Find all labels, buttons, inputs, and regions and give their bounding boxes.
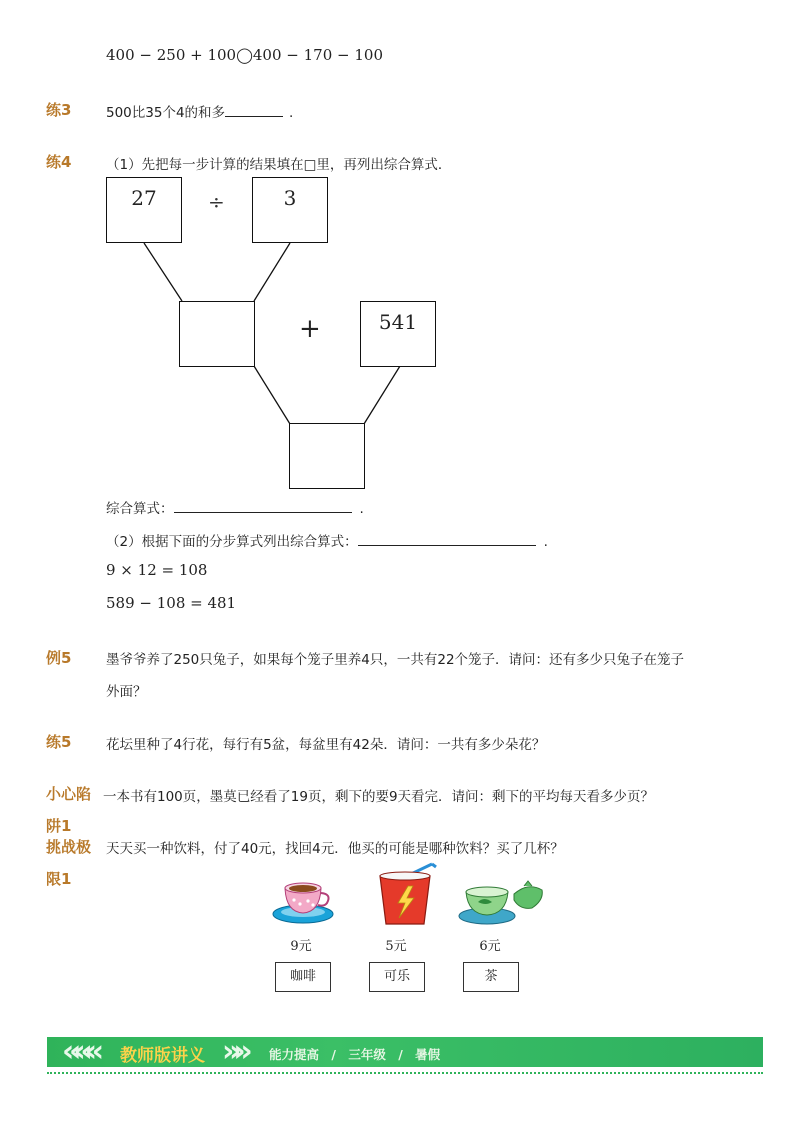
chevron-right-icon: »» bbox=[222, 1034, 245, 1069]
exercise-4-part2 bbox=[106, 530, 548, 550]
example-5-label: 例5 bbox=[46, 649, 72, 667]
part2-text: （2）根据下面的分步算式列出综合算式： bbox=[106, 534, 358, 550]
exercise-3-label: 练3 bbox=[46, 101, 72, 119]
coffee-name-box: 咖啡 bbox=[275, 962, 331, 992]
cola-cup-icon bbox=[374, 862, 438, 928]
footer-brand: 教师版讲义 bbox=[120, 1046, 205, 1066]
challenge-1-text: 天天买一种饮料，付了40元，找回4元．他买的可能是哪种饮料？买了几杯？ bbox=[106, 841, 564, 857]
exercise-3-text: 500比35个4的和多 bbox=[106, 105, 226, 121]
part2-end: . bbox=[543, 534, 548, 550]
part2-blank[interactable] bbox=[358, 545, 536, 546]
example-5-line2: 外面？ bbox=[106, 684, 147, 700]
answer-box-sum[interactable] bbox=[289, 423, 365, 489]
combined-formula-line bbox=[106, 497, 364, 517]
example-5-line1: 墨爷爷养了250只兔子，如果每个笼子里养4只，一共有22个笼子．请问：还有多少只兔子在笼子 bbox=[106, 652, 685, 668]
exercise-3-end: . bbox=[289, 105, 294, 121]
combined-formula-end: . bbox=[359, 501, 364, 517]
combined-formula-label: 综合算式： bbox=[106, 501, 174, 517]
number-box-3: 3 bbox=[252, 177, 328, 243]
breadcrumb-separator: / bbox=[331, 1047, 336, 1062]
number-box-27: 27 bbox=[106, 177, 182, 243]
tea-price: 6元 bbox=[479, 939, 501, 954]
coffee-cup-icon bbox=[272, 876, 336, 926]
challenge-1-label-b: 限1 bbox=[46, 870, 72, 888]
breadcrumb-item-level: 能力提高 bbox=[269, 1047, 320, 1062]
answer-box-quotient[interactable] bbox=[179, 301, 255, 367]
comparison-expression: 400 − 250 + 100◯400 − 170 − 100 bbox=[106, 46, 383, 64]
exercise-4-label: 练4 bbox=[46, 153, 72, 171]
calculation-tree-lines bbox=[0, 0, 800, 500]
step-equation-2: 589 − 108 = 481 bbox=[106, 594, 237, 612]
tea-cup-icon bbox=[458, 878, 548, 926]
trap-1-label-b: 阱1 bbox=[46, 817, 72, 835]
plus-sign: + bbox=[299, 314, 321, 344]
exercise-5-label: 练5 bbox=[46, 733, 72, 751]
number-box-541: 541 bbox=[360, 301, 436, 367]
exercise-4-part1: （1）先把每一步计算的结果填在□里，再列出综合算式． bbox=[106, 157, 452, 173]
footer-breadcrumb bbox=[269, 1045, 440, 1063]
footer-dotted-divider bbox=[47, 1072, 763, 1074]
breadcrumb-item-term: 暑假 bbox=[415, 1047, 441, 1062]
divide-sign: ÷ bbox=[208, 190, 225, 214]
challenge-1-label-a: 挑战极 bbox=[46, 838, 92, 856]
cola-name-box: 可乐 bbox=[369, 962, 425, 992]
trap-1-label-a: 小心陷 bbox=[46, 785, 92, 803]
breadcrumb-separator: / bbox=[398, 1047, 403, 1062]
trap-1-text: 一本书有100页，墨莫已经看了19页，剩下的要9天看完．请问：剩下的平均每天看多少页？ bbox=[103, 789, 655, 805]
combined-formula-blank[interactable] bbox=[174, 512, 352, 513]
coffee-price: 9元 bbox=[290, 939, 312, 954]
step-equation-1: 9 × 12 = 108 bbox=[106, 561, 208, 579]
cola-price: 5元 bbox=[385, 939, 407, 954]
exercise-5-text: 花坛里种了4行花，每行有5盆，每盆里有42朵．请问：一共有多少朵花？ bbox=[106, 737, 546, 753]
chevron-left-icon: ««« bbox=[62, 1034, 97, 1069]
tea-name-box: 茶 bbox=[463, 962, 519, 992]
breadcrumb-item-grade: 三年级 bbox=[348, 1047, 386, 1062]
